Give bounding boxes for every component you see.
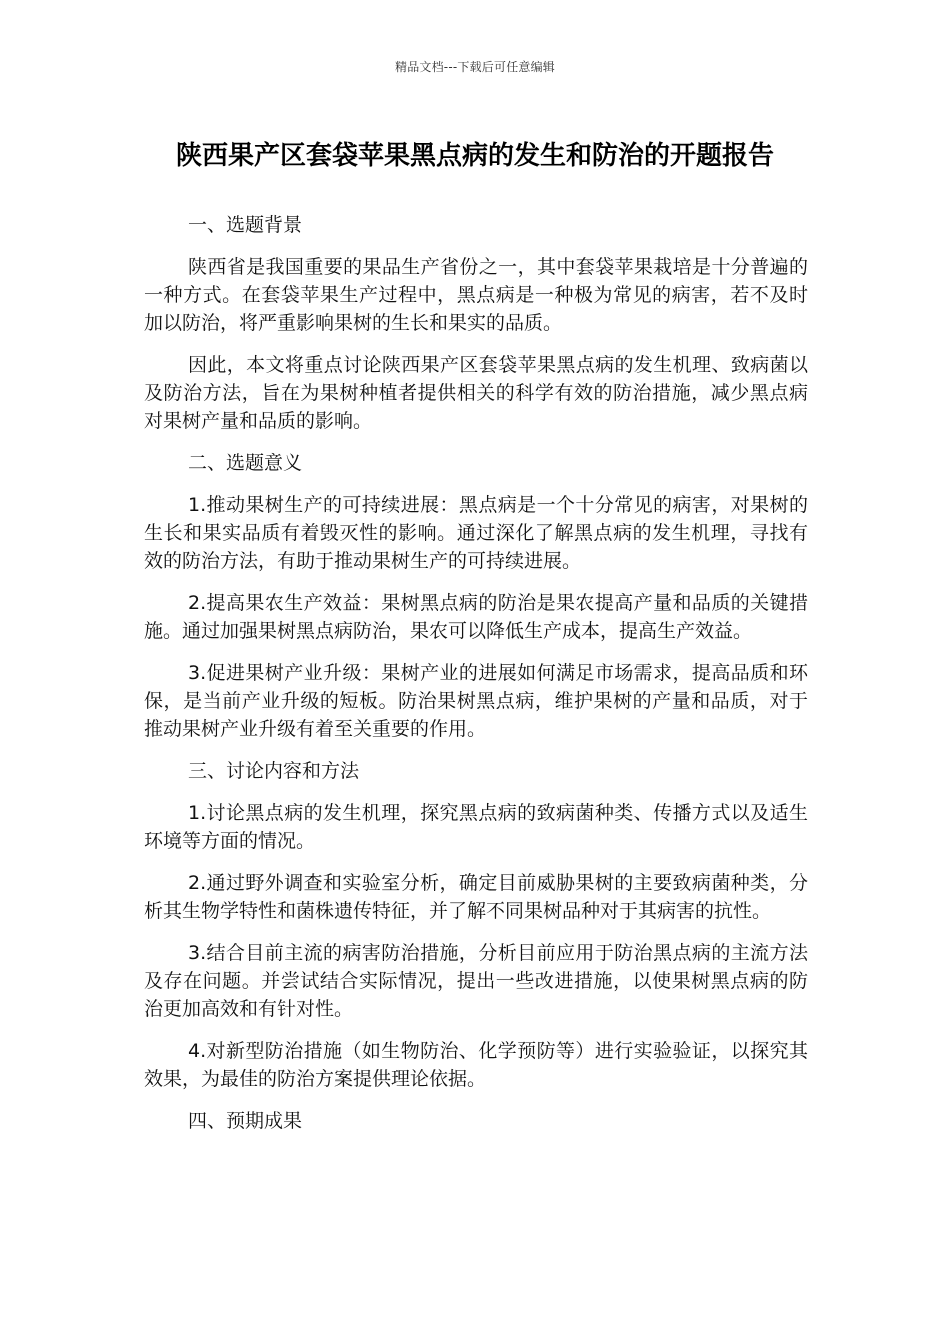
paragraph: 4.对新型防治措施（如生物防治、化学预防等）进行实验验证，以探究其效果，为最佳的防治方案提供理论依据。 [144,1040,808,1090]
paragraph: 2.提高果农生产效益：果树黑点病的防治是果农提高产量和品质的关键措施。通过加强果树黑点病防治，果农可以降低生产成本，提高生产效益。 [144,592,808,642]
document-body [144,211,808,1149]
section-heading: 三、讨论内容和方法 [188,760,360,782]
paragraph: 3.促进果树产业升级：果树产业的进展如何满足市场需求，提高品质和环保，是当前产业升级的短板。防治果树黑点病，维护果树的产量和品质，对于推动果树产业升级有着至关重要的作用。 [144,662,808,740]
section-significance [144,449,808,743]
paragraph: 陕西省是我国重要的果品生产省份之一，其中套袋苹果栽培是十分普遍的一种方式。在套袋苹果生产过程中，黑点病是一种极为常见的病害，若不及时加以防治，将严重影响果树的生长和果实的品质。 [144,256,808,334]
paragraph: 2.通过野外调查和实验室分析，确定目前威胁果树的主要致病菌种类，分析其生物学特性和菌株遗传特征，并了解不同果树品种对于其病害的抗性。 [144,872,808,922]
section-heading: 二、选题意义 [188,452,303,474]
document-title: 陕西果产区套袋苹果黑点病的发生和防治的开题报告 [175,141,774,171]
paragraph: 因此，本文将重点讨论陕西果产区套袋苹果黑点病的发生机理、致病菌以及防治方法，旨在为果树种植者提供相关的科学有效的防治措施，减少黑点病对果树产量和品质的影响。 [144,354,808,432]
paragraph: 3.结合目前主流的病害防治措施，分析目前应用于防治黑点病的主流方法及存在问题。并尝试结合实际情况，提出一些改进措施，以使果树黑点病的防治更加高效和有针对性。 [144,942,808,1020]
section-expected-results [144,1107,808,1135]
section-heading: 四、预期成果 [188,1110,303,1132]
section-methods [144,757,808,1093]
paragraph: 1.讨论黑点病的发生机理，探究黑点病的致病菌种类、传播方式以及适生环境等方面的情况。 [144,802,808,852]
section-background [144,211,808,435]
section-heading: 一、选题背景 [188,214,303,236]
header-note: 精品文档---下载后可任意编辑 [395,60,555,74]
paragraph: 1.推动果树生产的可持续进展：黑点病是一个十分常见的病害，对果树的生长和果实品质有着毁灭性的影响。通过深化了解黑点病的发生机理，寻找有效的防治方法，有助于推动果树生产的可持续进展。 [144,494,808,572]
